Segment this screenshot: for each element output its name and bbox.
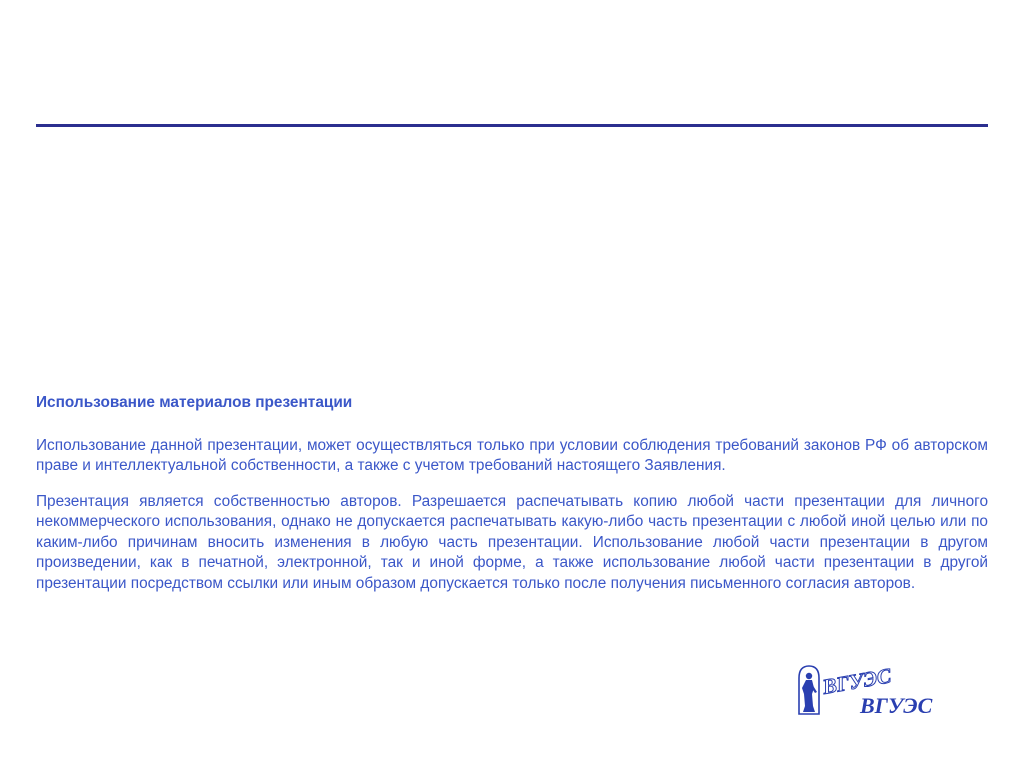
header-divider	[36, 124, 988, 127]
university-emblem-icon	[796, 664, 946, 718]
document-body	[36, 393, 988, 609]
logo-outline-text: ВГУЭС	[820, 664, 893, 699]
paragraph-copyright: Презентация является собственностью авторов. Разрешается распечатывать копию любой части презентации для личного некоммерческого использования, однако не допускается распечатывать какую-либо часть презентации с любой иной целью или по каким-либо причинам вносить изменения в любую часть презентации. Использование любой части презентации в другом произведении, как в печатной, электронной, так и иной форме, а также использование любой части презентации в другой презентации посредством ссылки или иным образом допускается только после получения письменного согласия авторов.	[36, 492, 988, 592]
paragraph-usage-terms: Использование данной презентации, может осуществляться только при условии соблюдения требований законов РФ об авторском праве и интеллектуальной собственности, а также с учетом требований настоящего Заявления.	[36, 436, 988, 474]
logo-solid-text: ВГУЭС	[860, 693, 933, 718]
document-heading: Использование материалов презентации	[36, 394, 353, 411]
university-logo	[796, 664, 946, 718]
